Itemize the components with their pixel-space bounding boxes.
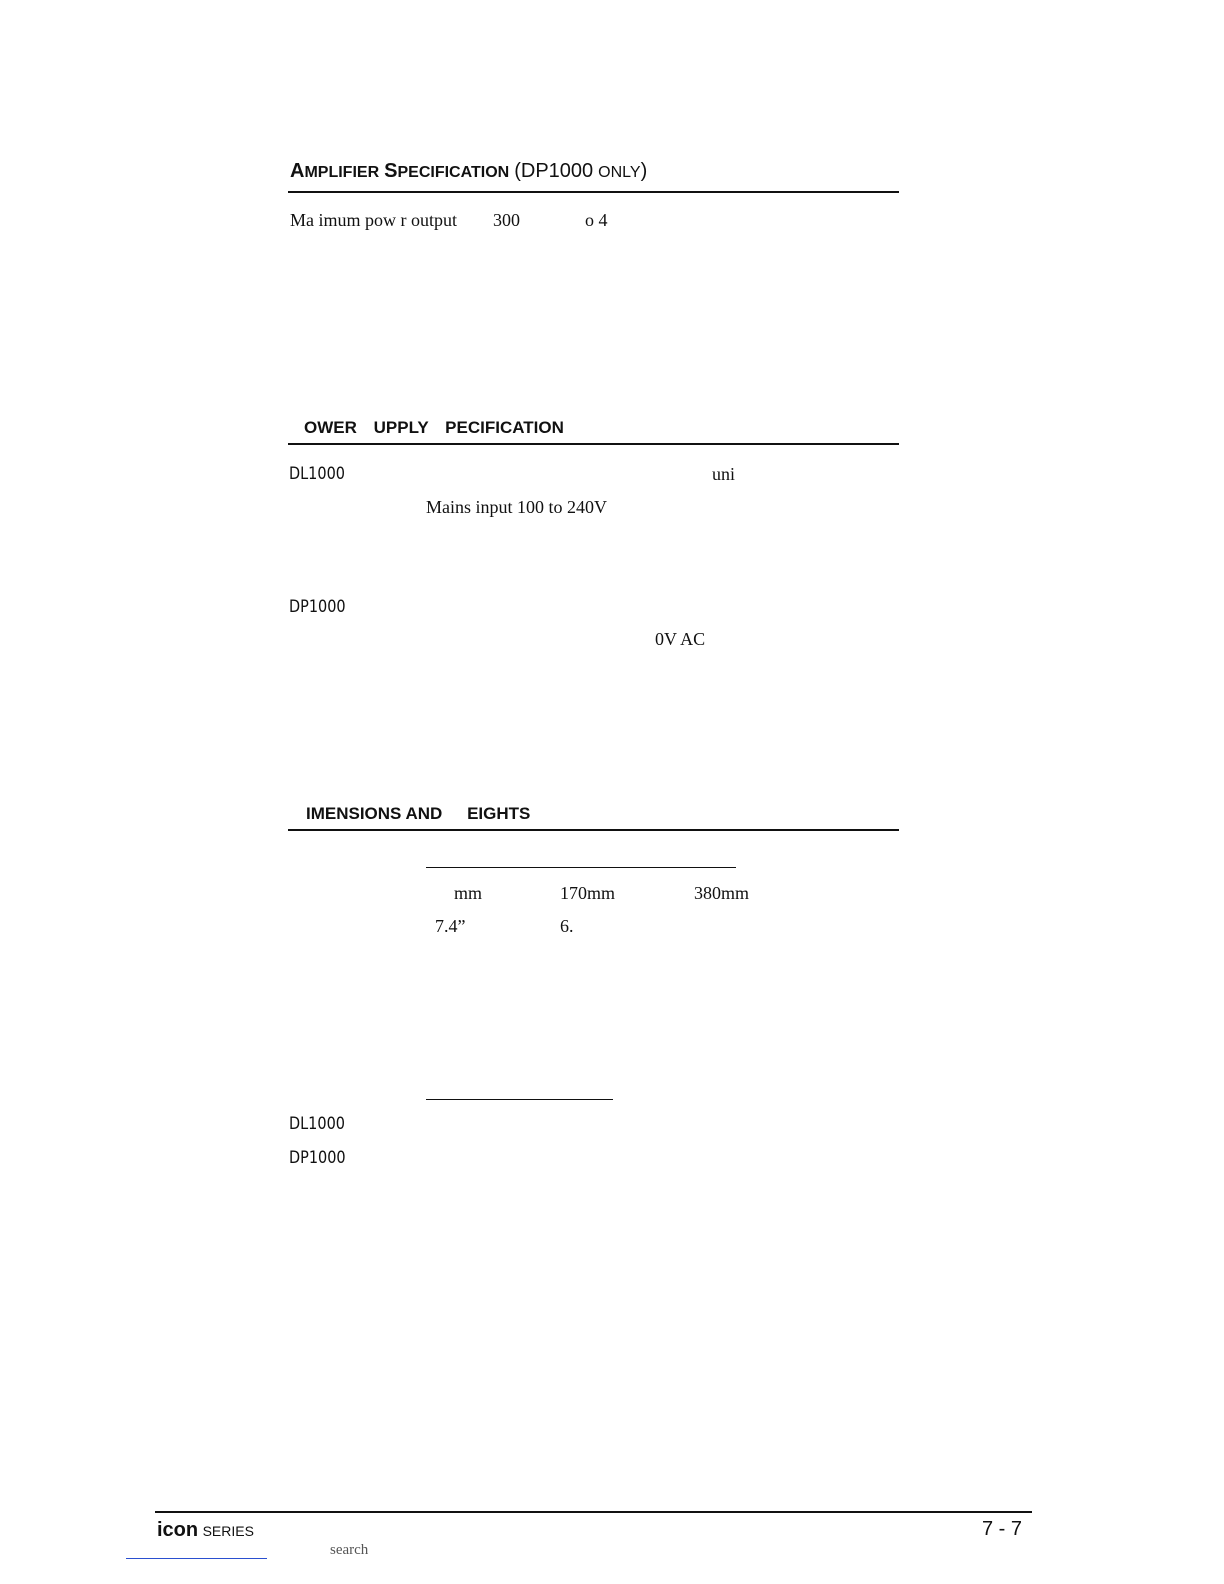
footer-brand [157, 1519, 254, 1542]
dimensions-table-rule [426, 867, 736, 868]
weight-dl1000-label: DL1000 [289, 1114, 345, 1134]
dp1000-vac-text: 0V AC [655, 629, 706, 649]
dp1000-model-label: DP1000 [289, 597, 346, 617]
search-link[interactable]: search [330, 1542, 369, 1558]
max-power-label: Ma imum pow r output [290, 210, 457, 230]
dimensions-section-heading: IMENSIONS AND EIGHTS [306, 804, 531, 823]
dl1000-model-label: DL1000 [289, 464, 345, 484]
dimension-cell: 380mm [694, 883, 750, 903]
dimension-cell: 6. [560, 916, 574, 936]
amplifier-heading-rule [288, 191, 899, 193]
footer-rule [155, 1511, 1032, 1513]
dimension-cell: 7.4” [435, 916, 466, 936]
dimensions-heading-rule [288, 829, 899, 831]
amplifier-section-heading: AMPLIFIER SPECIFICATION (DP1000 ONLY) [290, 160, 648, 182]
dl1000-uni-text: uni [712, 464, 736, 484]
page-number: 7 - 7 [982, 1518, 1023, 1540]
footer-link-underline[interactable] [126, 1558, 267, 1559]
weights-table-rule [426, 1099, 613, 1100]
power-supply-heading-rule [288, 443, 899, 445]
dimension-cell: 170mm [560, 883, 616, 903]
dl1000-mains-input: Mains input 100 to 240V [426, 497, 608, 517]
max-power-value: 300 [493, 210, 520, 230]
dimension-cell: mm [454, 883, 483, 903]
power-supply-section-heading: OWER UPPLY PECIFICATION [304, 418, 564, 437]
footer-brand-series: SERIES [202, 1523, 254, 1539]
max-power-tail: o 4 [585, 210, 608, 230]
footer-brand-icon-word: icon [157, 1519, 199, 1541]
weight-dp1000-label: DP1000 [289, 1148, 346, 1168]
